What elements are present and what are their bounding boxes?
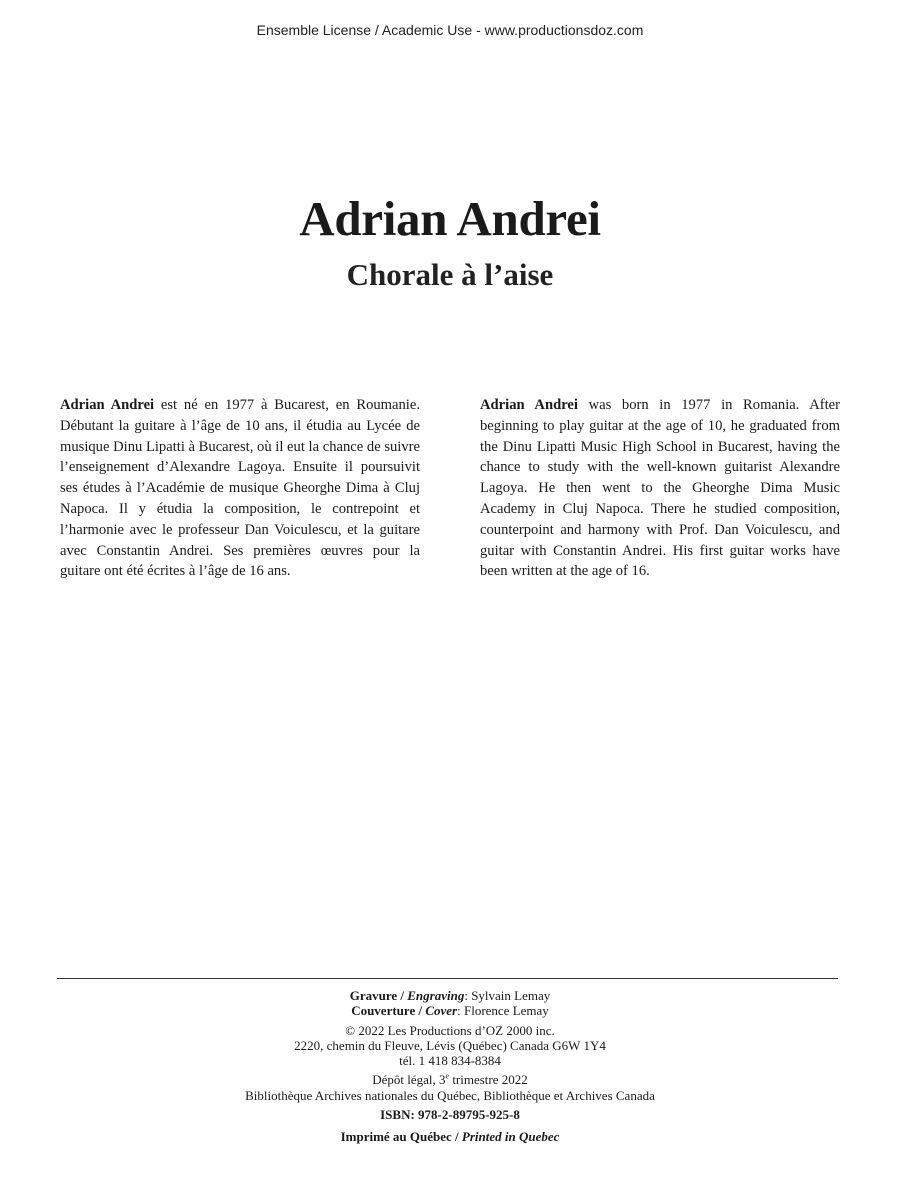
cover-credit: [0, 1003, 900, 1018]
publisher-info: [0, 1023, 900, 1069]
printed-line: [0, 1129, 900, 1144]
address-line: 2220, chemin du Fleuve, Lévis (Québec) Canada G6W 1Y4: [294, 1037, 606, 1053]
legal-deposit-line: [0, 1072, 900, 1087]
license-notice: Ensemble License / Academic Use - www.productionsdoz.com: [256, 22, 644, 38]
credits-staff: [0, 988, 900, 1019]
printed-label-fr: Imprimé au Québec /: [340, 1129, 462, 1145]
bio-fr-name: Adrian Andrei: [60, 397, 155, 413]
piece-title: Chorale à l’aise: [346, 257, 554, 292]
phone-line: tél. 1 418 834-8384: [399, 1053, 501, 1069]
legal-deposit-ordinal: e: [445, 1072, 450, 1082]
biography-english: [480, 395, 840, 582]
bio-en-name: Adrian Andrei: [480, 397, 578, 413]
biography-french: [60, 395, 420, 582]
footer-divider: [57, 978, 838, 979]
legal-deposit-suffix: trimestre 2022: [449, 1072, 528, 1088]
cover-label-en: Cover: [425, 1003, 458, 1019]
cover-label-fr: Couverture /: [351, 1003, 426, 1019]
engraving-value: : Sylvain Lemay: [464, 988, 551, 1003]
printed-label-en: Printed in Quebec: [461, 1129, 560, 1145]
bio-fr-text: est né en 1977 à Bucarest, en Roumanie. Débutant la guitare à l’âge de 10 ans, il étudia au Lycée de musique Dinu Lipatti à Bucarest, où il eut la chance de suivre l’enseignement d’Alexandre Lagoya. Ensuite il poursuivit ses études à l’Académie de musique Gheorghe Dima à Cluj Napoca. Il y étudia la composition, le contrepoint et l’harmonie avec le professeur Dan Voiculescu, et la guitare avec Constantin Andrei. Ses premières œuvres pour la guitare ont été écrites à l’âge de 16 ans.: [60, 397, 420, 580]
isbn-line: [0, 1107, 900, 1122]
copyright-line: © 2022 Les Productions d’OZ 2000 inc.: [345, 1022, 555, 1038]
bio-en-text: was born in 1977 in Romania. After beginning to play guitar at the age of 10, he graduated from the Dinu Lipatti Music High School in Bucarest, having the chance to study with the well-known guitarist Alexandre Lagoya. He then went to the Gheorghe Dima Music Academy in Cluj Napoca. There he studied composition, counterpoint and harmony with Prof. Dan Voiculescu, and guitar with Constantin Andrei. His first guitar works have been written at the age of 16.: [480, 397, 841, 580]
engraving-credit: [0, 988, 900, 1003]
legal-deposit-prefix: Dépôt légal, 3: [372, 1072, 446, 1088]
engraving-label-en: Engraving: [407, 988, 465, 1003]
legal-deposit-info: [0, 1072, 900, 1103]
isbn-text: ISBN: 978-2-89795-925-8: [380, 1107, 520, 1123]
cover-value: : Florence Lemay: [457, 1003, 549, 1019]
credits-block: [0, 988, 900, 1149]
archives-line: Bibliothèque Archives nationales du Québec, Bibliothèque et Archives Canada: [245, 1087, 655, 1103]
engraving-label-fr: Gravure /: [349, 988, 408, 1003]
composer-name: Adrian Andrei: [299, 191, 601, 246]
